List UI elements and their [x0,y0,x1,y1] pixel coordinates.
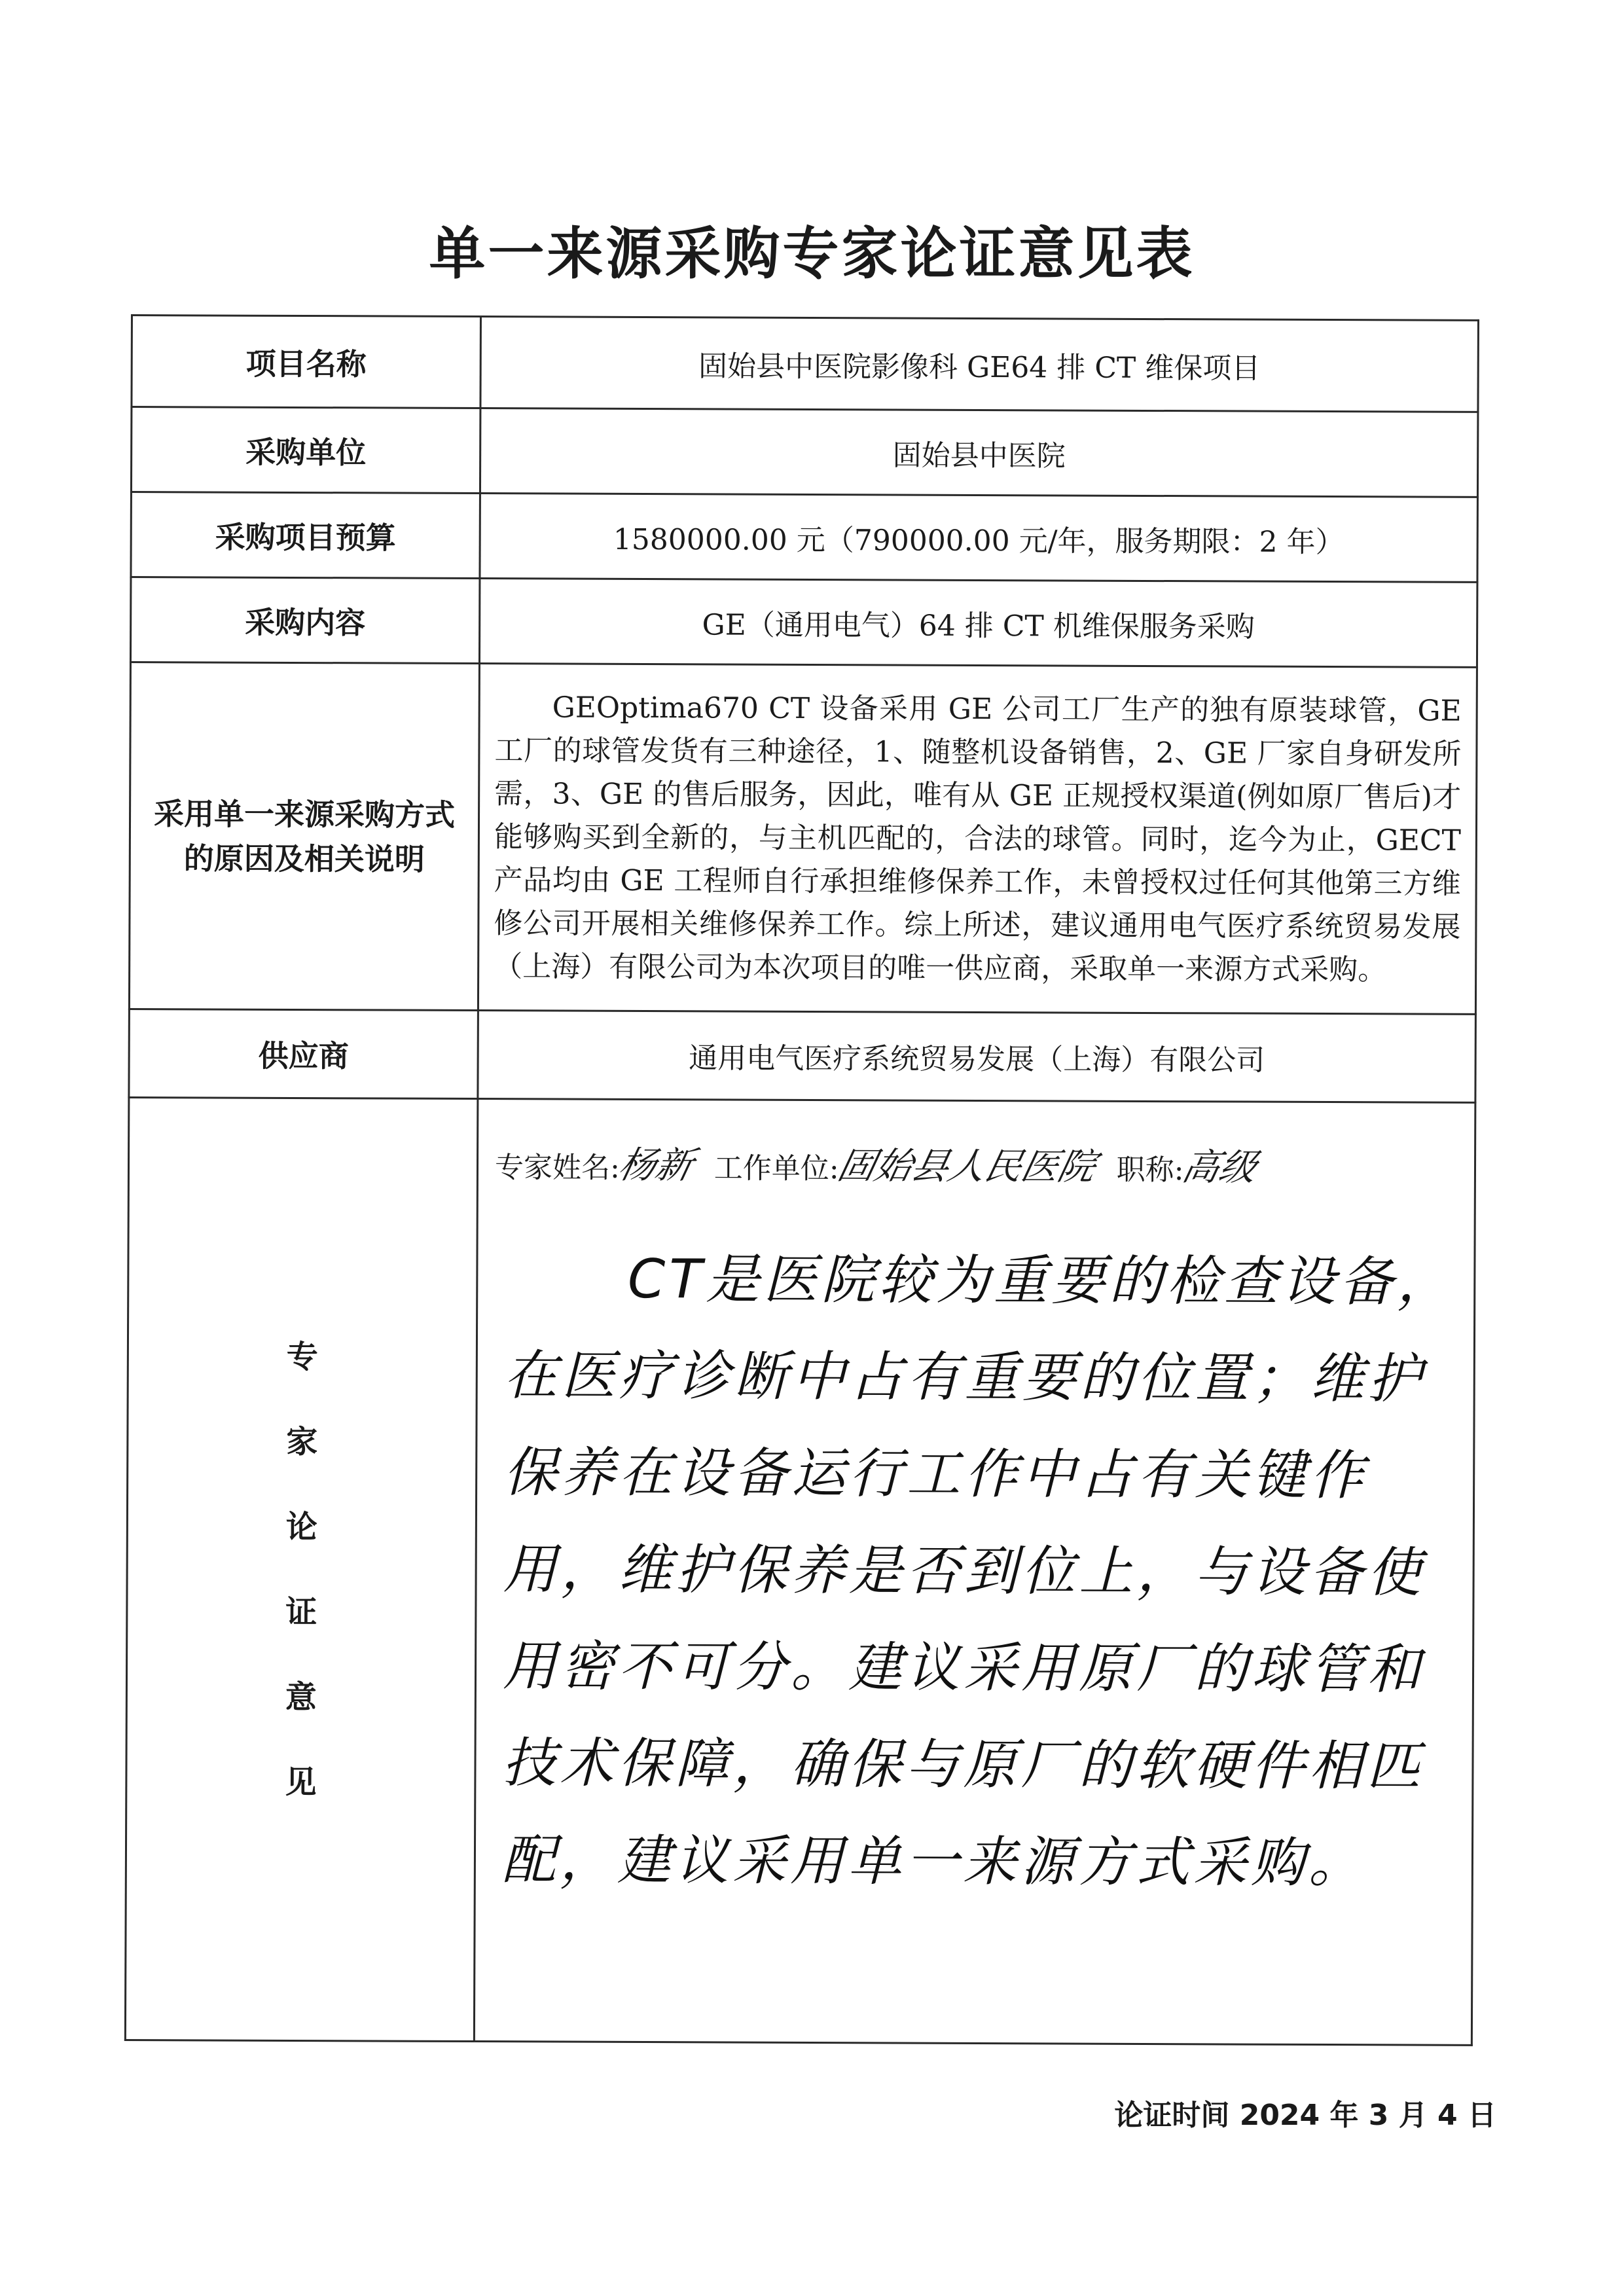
value-supplier: 通用电气医疗系统贸易发展（上海）有限公司 [478,1011,1476,1103]
row-opinion [125,1097,1475,2045]
expert-name-label: 专家姓名: [494,1151,620,1185]
opinion-vertical-label [127,1314,476,1826]
opinion-cell [474,1099,1475,2046]
opinion-label-char: 家 [286,1423,318,1460]
work-unit-label: 工作单位: [713,1151,839,1186]
label-opinion [125,1097,478,2041]
label-supplier: 供应商 [129,1009,478,1098]
form-table [124,314,1479,2046]
opinion-label-char: 意 [285,1678,317,1716]
row-purchaser [131,407,1477,497]
value-budget: 1580000.00 元（790000.00 元/年，服务期限：2 年） [480,494,1477,583]
opinion-label-char: 证 [285,1593,317,1631]
row-supplier [129,1009,1476,1102]
value-project-name: 固始县中医院影像科 GE64 排 CT 维保项目 [480,317,1479,412]
value-reason: GEOptima670 CT 设备采用 GE 公司工厂生产的独有原装球管，GE 工厂的球管发货有三种途径，1、随整机设备销售，2、GE 厂家自身研发所需，3、GE 的售后服务，因此，唯有从 GE 正规授权渠道(例如原厂售后)才能够购买到全新的，与主机匹配的，合法的球管。同时，迄今为止，GECT 产品均由 GE 工程师自行承担维修保养工作，未曾授权过任何其他第三方维修公司开展相关维修保养工作。综上所述，建议通用电气医疗系统贸易发展（上海）有限公司为本次项目的唯一供应商，采取单一来源方式采购。 [478,664,1477,1015]
value-purchaser: 固始县中医院 [480,408,1477,497]
opinion-label-char: 见 [285,1763,317,1801]
expert-title: 高级 [1178,1146,1261,1189]
work-unit: 固始县人民医院 [833,1145,1100,1189]
signature-date-line [1114,2091,1496,2133]
label-content: 采购内容 [130,577,479,664]
row-reason [129,662,1477,1015]
expert-name: 杨新 [614,1144,697,1187]
title-label: 职称: [1116,1153,1184,1187]
opinion-label-char: 论 [285,1508,317,1545]
signature-date-label: 论证时间 [1114,2099,1230,2132]
row-content [130,577,1477,668]
label-budget: 采购项目预算 [131,492,480,579]
label-project-name: 项目名称 [132,316,481,408]
label-purchaser: 采购单位 [131,407,480,494]
signature-date: 2024 年 3 月 4 日 [1239,2099,1496,2132]
opinion-handwritten-text: CT是医院较为重要的检查设备，在医疗诊断中占有重要的位置；维护保养在设备运行工作中占有关键作用，维护保养是否到位上，与设备使用密不可分。建议采用原厂的球管和技术保障，确保与原厂的软硬件相匹配，建议采用单一来源方式采购。 [501,1248,1455,1895]
row-project-name [132,316,1479,412]
label-reason: 采用单一来源采购方式的原因及相关说明 [129,662,479,1011]
page-title: 单一来源采购专家论证意见表 [429,221,1195,287]
row-budget [131,492,1477,583]
opinion-label-char: 专 [286,1338,318,1375]
expert-info-line [495,1136,1269,1191]
value-content: GE（通用电气）64 排 CT 机维保服务采购 [479,579,1477,668]
